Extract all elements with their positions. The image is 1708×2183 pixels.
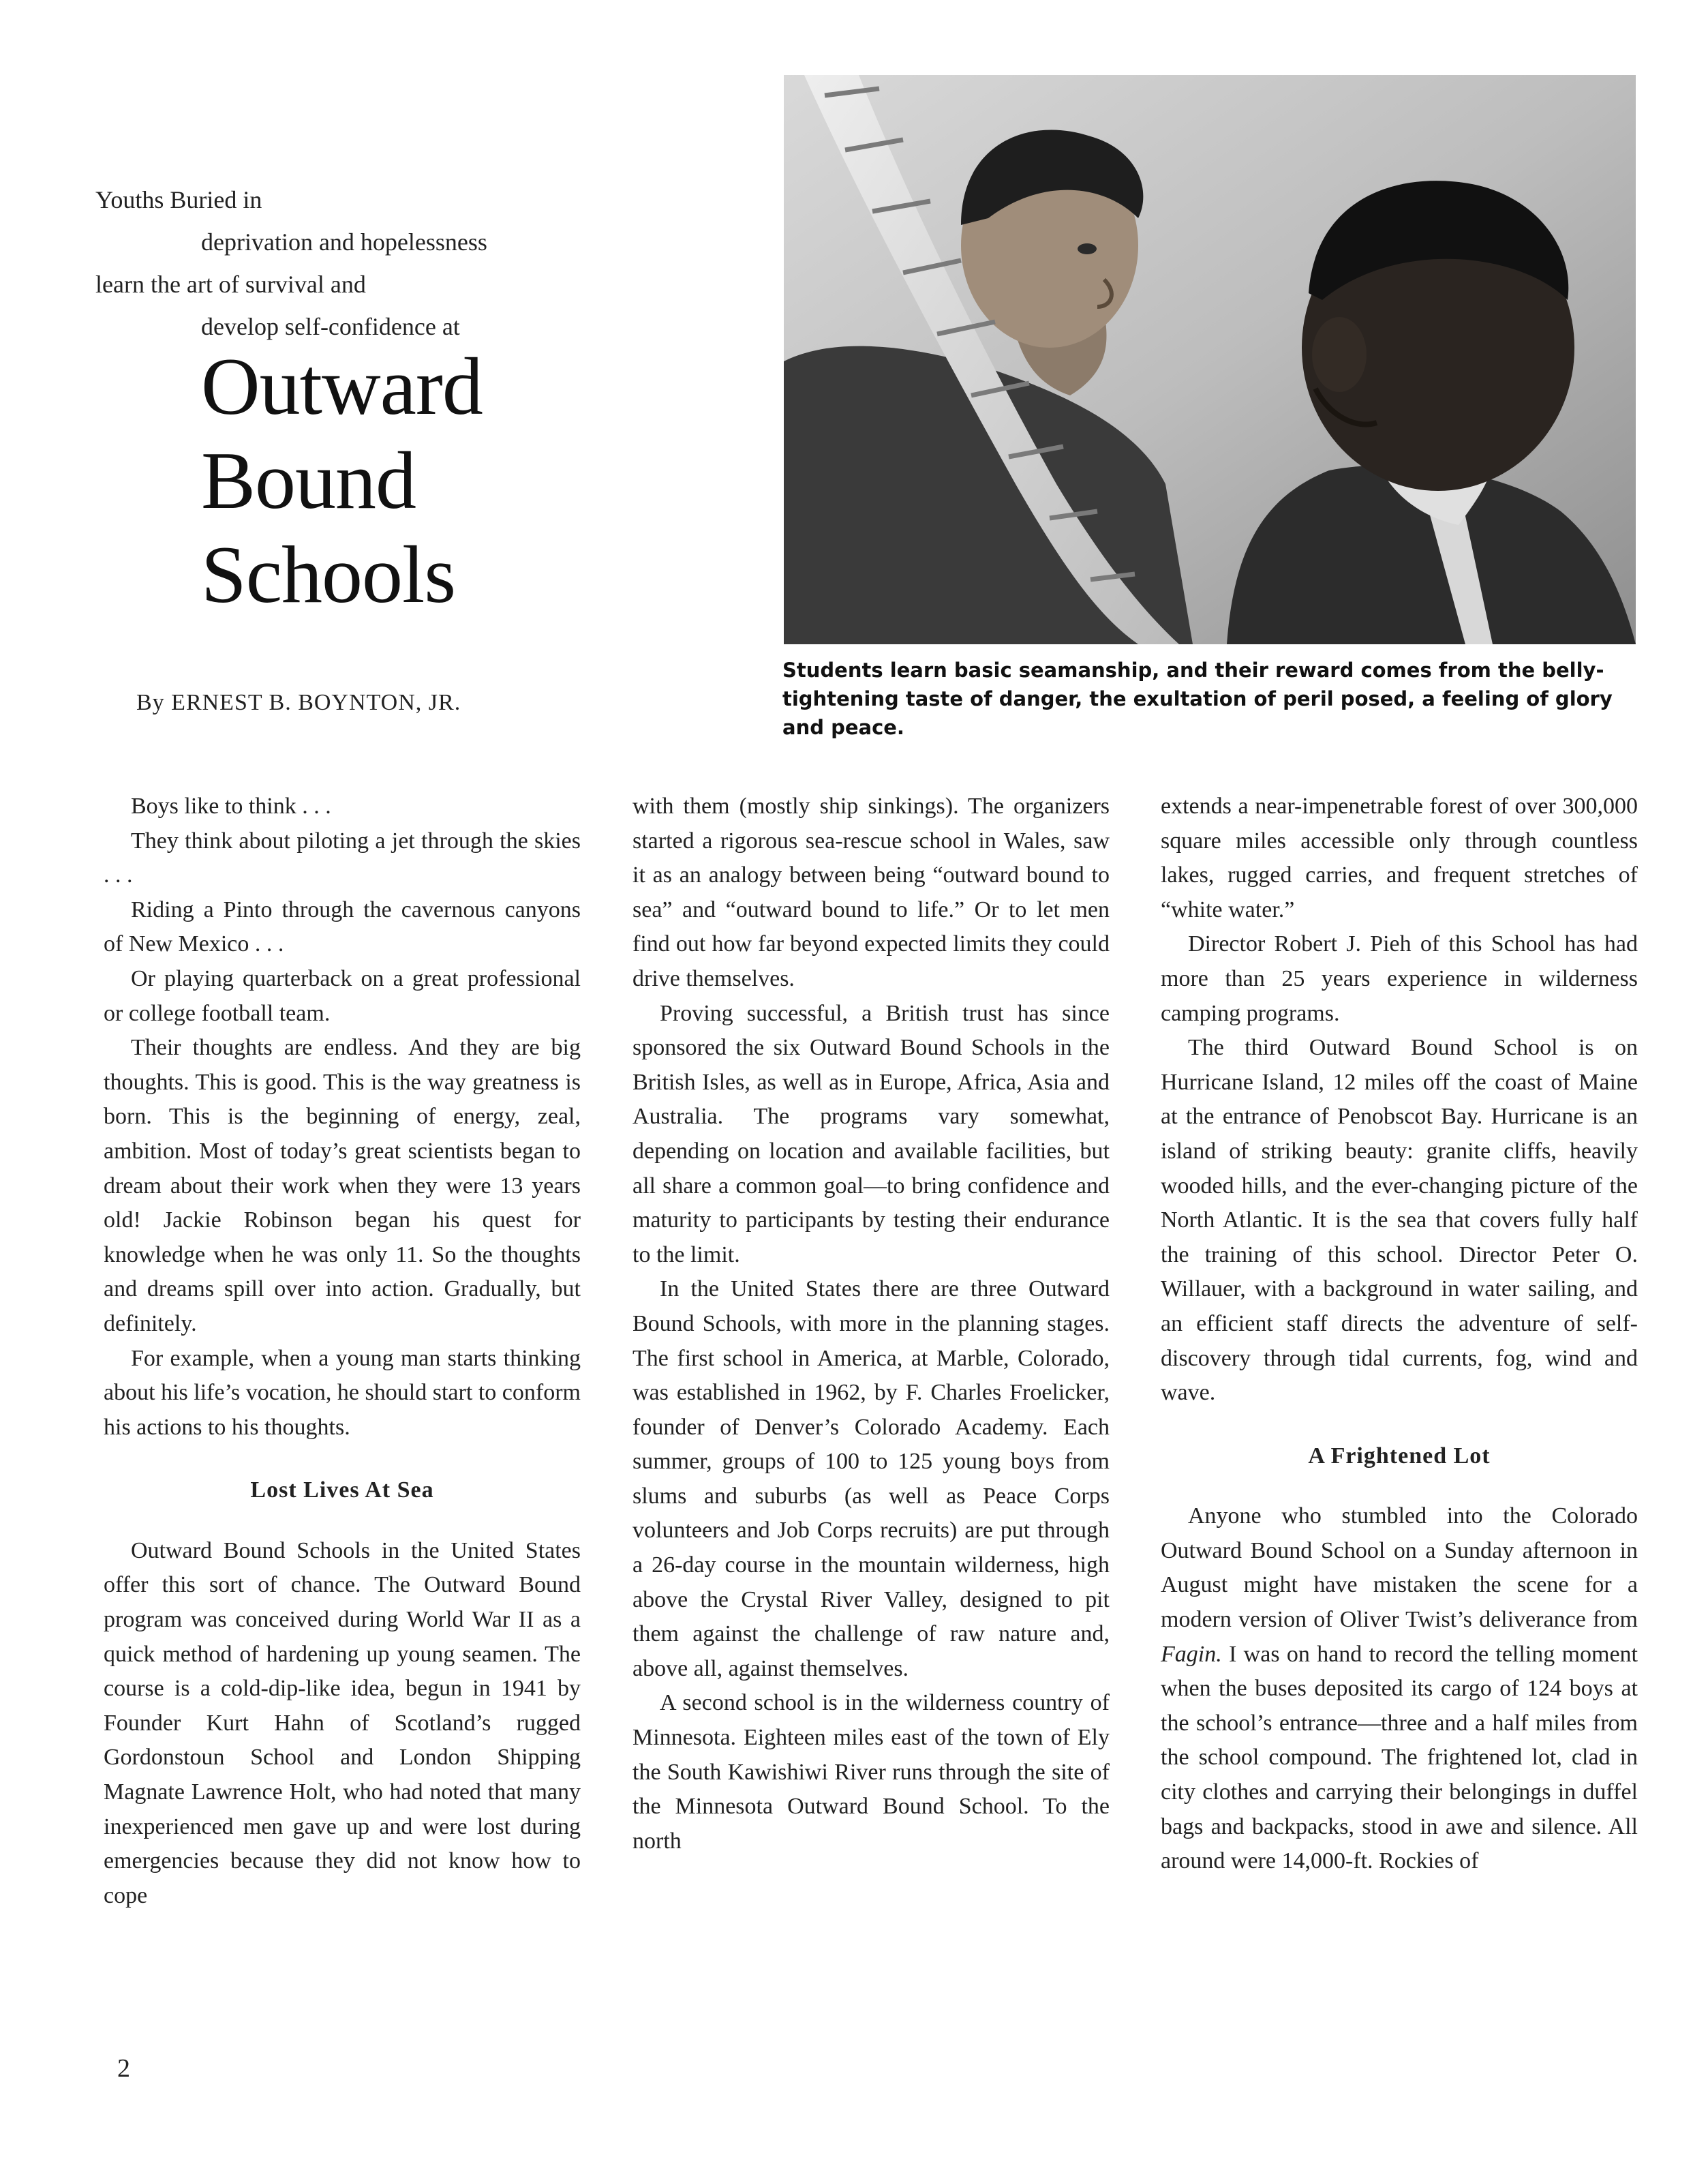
paragraph: A second school is in the wilderness country of Minnesota. Eighteen miles east of the town of Ely the South Kawishiwi River runs through the site of the Minnesota Outward Bound School. To the north [632,1690,1110,1854]
paragraph: They think about piloting a jet through the skies . . . [104,828,581,888]
paragraph: Riding a Pinto through the cavernous canyons of New Mexico . . . [104,897,581,957]
paragraph: In the United States there are three Outward Bound Schools, with more in the planning stages. The first school in America, at Marble, Colorado, was established in 1962, by F. Charles Froelicker, founder of Denver’s Colorado Academy. Each summer, groups of 100 to 125 young boys from slums and suburbs (as well as Peace Corps volunteers and Job Corps recruits) are put through a 26-day course in the mountain wilderness, high above the Crystal River Valley, designed to pit them against the challenge of raw nature and, above all, against themselves. [632,1276,1110,1681]
section-heading: A Frightened Lot [1308,1443,1491,1469]
paragraph: extends a near-impenetrable forest of over 300,000 square miles accessible only through countless lakes, rugged carries, and frequent stretches of “white water.” [1161,794,1638,922]
title-line: Outward [201,341,483,432]
text-run: Anyone who stumbled into the Colorado Outward Bound School on a Sunday afternoon in August might have mistaken the scene for a modern version of Oliver Twist’s deliverance from [1161,1503,1638,1633]
paragraph [1161,1499,1638,1879]
emphasis-text: Fagin. [1161,1641,1222,1667]
paragraph: Their thoughts are endless. And they are big thoughts. This is good. This is the way greatness is born. This is the beginning of energy, zeal, ambition. Most of today’s great scientists began to dream about their work when they were 13 years old! Jackie Robinson began his quest for knowledge when he was only 11. So the thoughts and dreams spill over into action. Gradually, but definitely. [104,1035,581,1336]
paragraph: Proving successful, a British trust has since sponsored the six Outward Bound Schools in the British Isles, as well as in Europe, Africa, Asia and Australia. The programs vary somewhat, depending on location and available facilities, but all share a common goal—to bring confidence and maturity to participants by testing their endurance to the limit. [632,1000,1110,1267]
text-column-1 [104,789,581,1913]
paragraph: Boys like to think . . . [131,794,331,819]
paragraph: with them (mostly ship sinkings). The organizers started a rigorous sea-rescue school in Wales, saw it as an analogy between being “outward bound to sea” and “outward bound to life.” Or to let men find out how far beyond expected limits they could drive themselves. [632,794,1110,991]
paragraph: The third Outward Bound School is on Hurricane Island, 12 miles off the coast of Maine at the entrance of Penobscot Bay. Hurricane is an island of striking beauty: granite cliffs, heavily wooded hills, and the ever-changing picture of the North Atlantic. It is the sea that covers fully half the training of this school. Director Peter O. Willauer, with a background in water sailing, and an efficient staff directs the adventure of self-discovery through tidal currents, fog, wind and wave. [1161,1035,1638,1406]
deck-line: deprivation and hopelessness [201,228,487,256]
byline: By ERNEST B. BOYNTON, JR. [136,690,461,715]
photo-illustration [784,75,1636,644]
paragraph: Or playing quarterback on a great professional or college football team. [104,965,581,1026]
text-column-3 [1161,789,1638,1879]
page-number: 2 [117,2054,130,2083]
deck-line: Youths Buried in [95,186,262,213]
article-title [201,340,678,622]
paragraph: For example, when a young man starts thinking about his life’s vocation, he should start to conform his actions to his thoughts. [104,1345,581,1440]
deck-line: develop self-confidence at [201,313,460,340]
text-run: I was on hand to record the telling moment when the buses deposited its cargo of 124 boys at the school’s entrance—three and a half miles from the school compound. The frightened lot, clad in city clothes and carrying their belongings in duffel bags and backpacks, stood in awe and silence. All around were 14,000-ft. Rockies of [1161,1641,1638,1874]
deck [95,179,641,348]
deck-line: learn the art of survival and [95,271,366,298]
section-heading: Lost Lives At Sea [250,1477,434,1503]
paragraph: Outward Bound Schools in the United States offer this sort of chance. The Outward Bound program was conceived during World War II as a quick method of hardening up young seamen. The course is a cold-dip-like idea, begun in 1941 by Founder Kurt Hahn of Scotland’s rugged Gordonstoun School and London Shipping Magnate Lawrence Holt, who had noted that many inexperienced men gave up and were lost during emergencies because they did not know how to cope [104,1537,581,1908]
photo-students [784,75,1636,644]
title-line: Bound [201,435,416,526]
paragraph: Director Robert J. Pieh of this School has had more than 25 years experience in wilderness camping programs. [1161,931,1638,1026]
text-column-2 [632,789,1110,1858]
title-line: Schools [201,529,456,620]
photo-caption: Students learn basic seamanship, and their reward comes from the belly-tightening taste of danger, the exultation of peril posed, a feeling of glory and peace. [782,659,1613,739]
